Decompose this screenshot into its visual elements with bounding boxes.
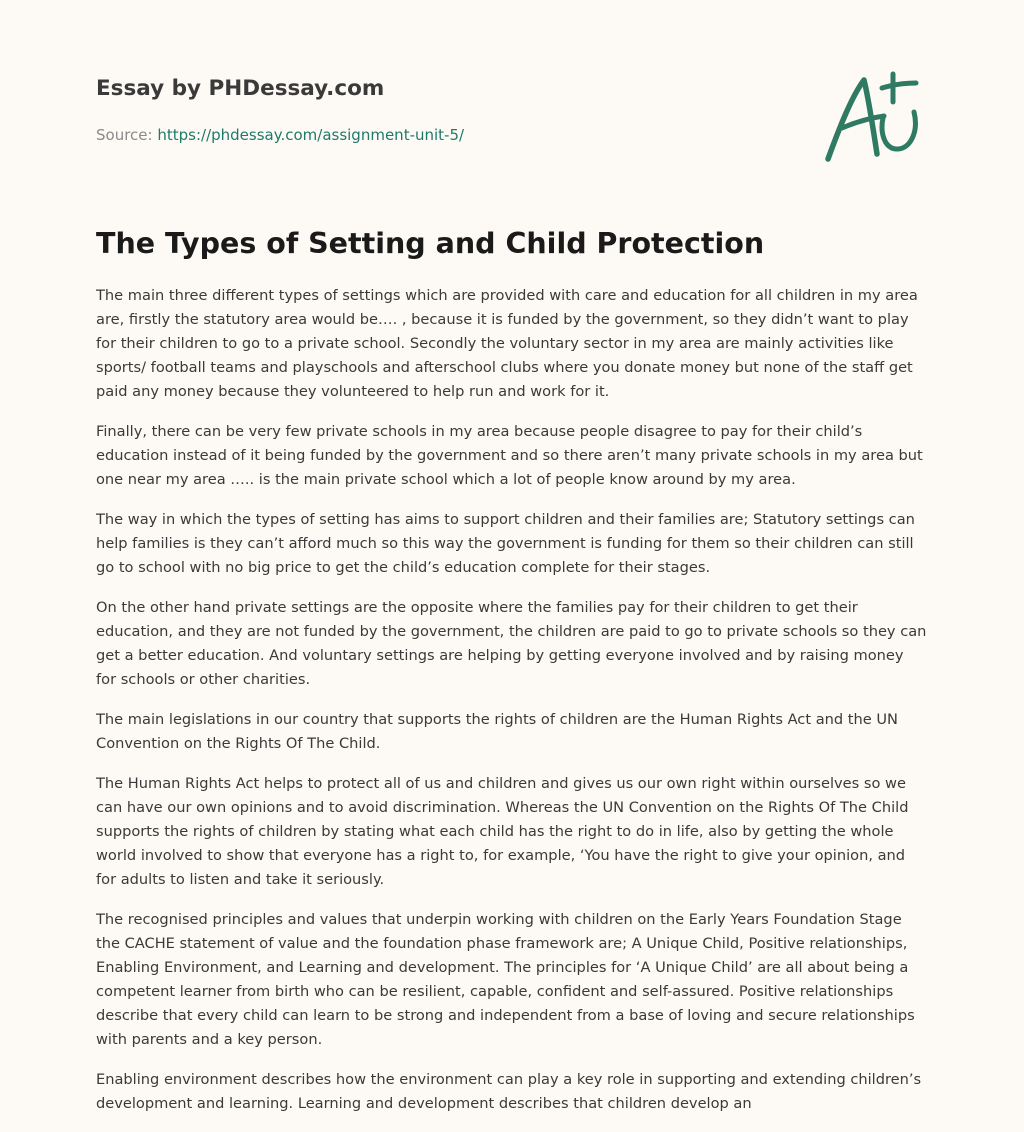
a-plus-grade-icon: [820, 66, 930, 166]
paragraph-2: Finally, there can be very few private schools in my area because people disagree to pay for their child’s education instead of it being funded by the government and so there aren’t many private schools in my area but one near my area ….. is the main private school which a lot of people know around by my area.: [96, 423, 923, 488]
source-link[interactable]: https://phdessay.com/assignment-unit-5/: [157, 126, 465, 144]
paragraph-6: The Human Rights Act helps to protect all of us and children and gives us our own right within ourselves so we can have our own opinions and to avoid discrimination. Whereas the UN Convention on the Rights Of The Child supports the rights of children by stating what each child has the right to do in life, also by getting the whole world involved to show that everyone has a right to, for example, ‘You have the right to give your opinion, and for adults to listen and take it seriously.: [96, 775, 909, 888]
source-label: Source:: [96, 126, 153, 144]
paragraph-7: The recognised principles and values that underpin working with children on the Early Years Foundation Stage the CACHE statement of value and the foundation phase framework are; A Unique Child, Positive relationships, Enabling Environment, and Learning and development. The principles for ‘A Unique Child’ are all about being a competent learner from birth who can be resilient, capable, confident and self-assured. Positive relationships describe that every child can learn to be strong and independent from a base of loving and secure relationships with parents and a key person.: [96, 911, 915, 1048]
brand-title: Essay by PHDessay.com: [96, 76, 385, 101]
paragraph-4: On the other hand private settings are the opposite where the families pay for their children to get their education, and they are not funded by the government, the children are paid to go to private schools so they can get a better education. And voluntary settings are helping by getting everyone involved and by raising money for schools or other charities.: [96, 599, 927, 688]
paragraph-3: The way in which the types of setting has aims to support children and their families are; Statutory settings can help families is they can’t afford much so this way the government is funding for them so their children can still go to school with no big price to get the child’s education complete for their stages.: [96, 511, 915, 576]
source-line: [96, 125, 464, 145]
article-body: [96, 284, 928, 1132]
article-title: The Types of Setting and Child Protection: [96, 227, 765, 260]
paragraph-1: The main three different types of settings which are provided with care and education for all children in my area are, firstly the statutory area would be…. , because it is funded by the government, so they didn’t want to play for their children to go to a private school. Secondly the voluntary sector in my area are mainly activities like sports/ football teams and playschools and afterschool clubs where you donate money but none of the staff get paid any money because they volunteered to help run and work for it.: [96, 287, 918, 400]
paragraph-5: The main legislations in our country that supports the rights of children are the Human Rights Act and the UN Convention on the Rights Of The Child.: [96, 711, 898, 752]
paragraph-8: Enabling environment describes how the environment can play a key role in supporting and extending children’s development and learning. Learning and development describes that children develop an: [96, 1071, 922, 1112]
site-header: [96, 74, 464, 145]
